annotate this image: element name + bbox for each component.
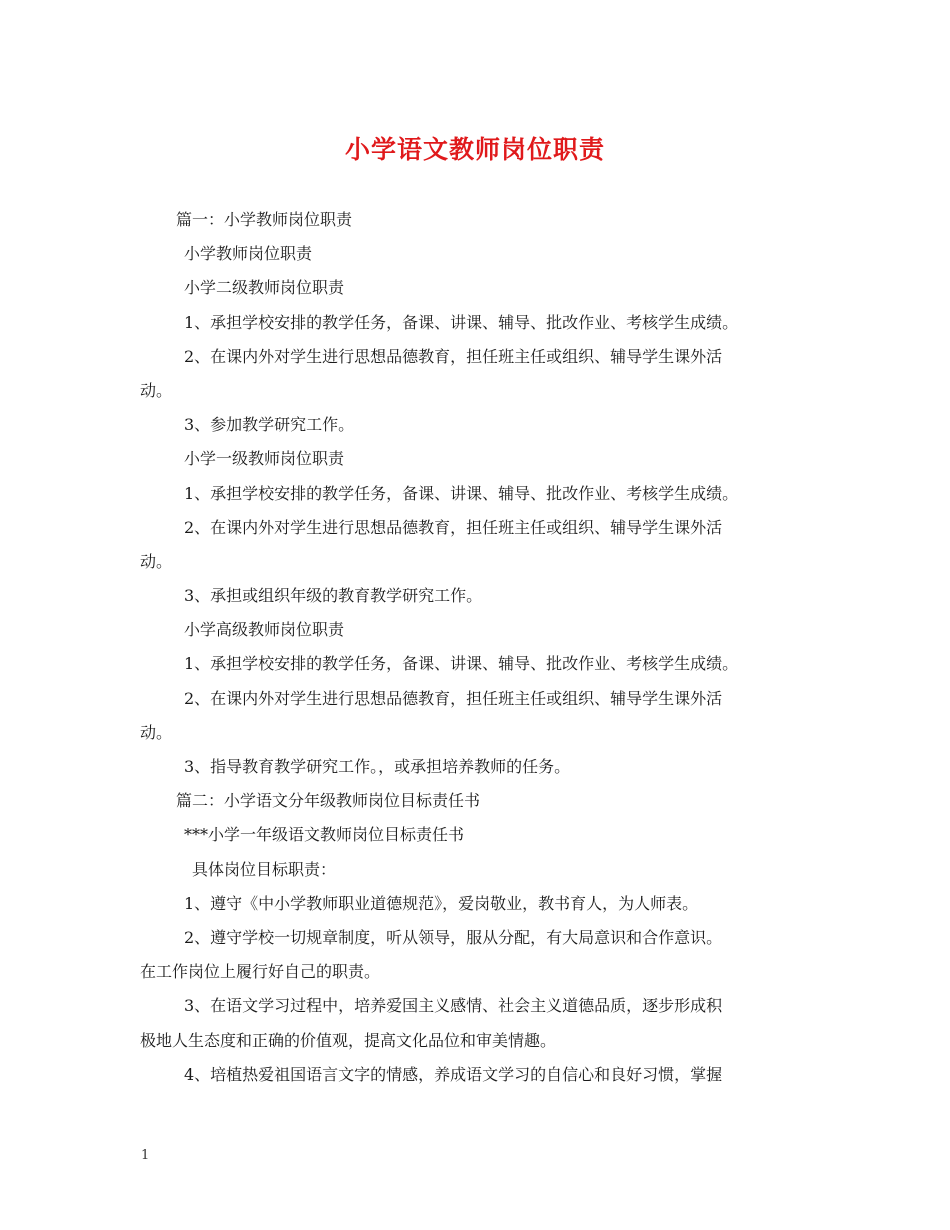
document-body: [140, 203, 820, 1092]
paragraph-line: 篇一：小学教师岗位职责: [176, 210, 353, 229]
paragraph-line: 3、承担或组织年级的教育教学研究工作。: [184, 586, 483, 606]
paragraph-line: ***小学一年级语文教师岗位目标责任书: [184, 825, 465, 845]
paragraph-line: 具体岗位目标职责：: [192, 859, 337, 879]
paragraph-line: 2、遵守学校一切规章制度，听从领导，服从分配，有大局意识和合作意识。: [184, 927, 723, 947]
paragraph-line: 3、指导教育教学研究工作。，或承担培养教师的任务。: [184, 757, 571, 776]
paragraph-line: 小学教师岗位职责: [184, 244, 313, 264]
document-title: 小学语文教师岗位职责: [344, 135, 605, 164]
page-number: 1: [141, 1148, 150, 1163]
paragraph-line: 2、在课内外对学生进行思想品德教育，担任班主任或组织、辅导学生课外活: [184, 517, 723, 537]
paragraph-line: 1、承担学校安排的教学任务，备课、讲课、辅导、批改作业、考核学生成绩。: [184, 483, 739, 503]
paragraph-line: 小学二级教师岗位职责: [184, 278, 345, 298]
paragraph-line: 3、在语文学习过程中，培养爱国主义感情、社会主义道德品质，逐步形成积: [184, 996, 723, 1016]
paragraph-line: 3、参加教学研究工作。: [184, 415, 355, 435]
paragraph-line: 动。: [140, 551, 173, 571]
paragraph-line: 2、在课内外对学生进行思想品德教育，担任班主任或组织、辅导学生课外活: [184, 688, 723, 708]
paragraph-line: 1、遵守《中小学教师职业道德规范》，爱岗敬业，教书育人，为人师表。: [184, 893, 699, 913]
paragraph-line: 在工作岗位上履行好自己的职责。: [140, 962, 381, 982]
paragraph-line: 4、培植热爱祖国语言文字的情感，养成语文学习的自信心和良好习惯，掌握: [184, 1064, 723, 1084]
paragraph-line: 极地人生态度和正确的价值观，提高文化品位和审美情趣。: [140, 1030, 557, 1050]
paragraph-line: 小学高级教师岗位职责: [184, 620, 345, 640]
paragraph-line: 1、承担学校安排的教学任务，备课、讲课、辅导、批改作业、考核学生成绩。: [184, 312, 739, 332]
paragraph-line: 1、承担学校安排的教学任务，备课、讲课、辅导、批改作业、考核学生成绩。: [184, 654, 739, 674]
paragraph-line: 小学一级教师岗位职责: [184, 449, 345, 469]
paragraph-line: 篇二：小学语文分年级教师岗位目标责任书: [176, 791, 481, 811]
paragraph-line: 动。: [140, 722, 173, 742]
paragraph-line: 2、在课内外对学生进行思想品德教育，担任班主任或组织、辅导学生课外活: [184, 346, 723, 366]
paragraph-line: 动。: [140, 380, 173, 400]
